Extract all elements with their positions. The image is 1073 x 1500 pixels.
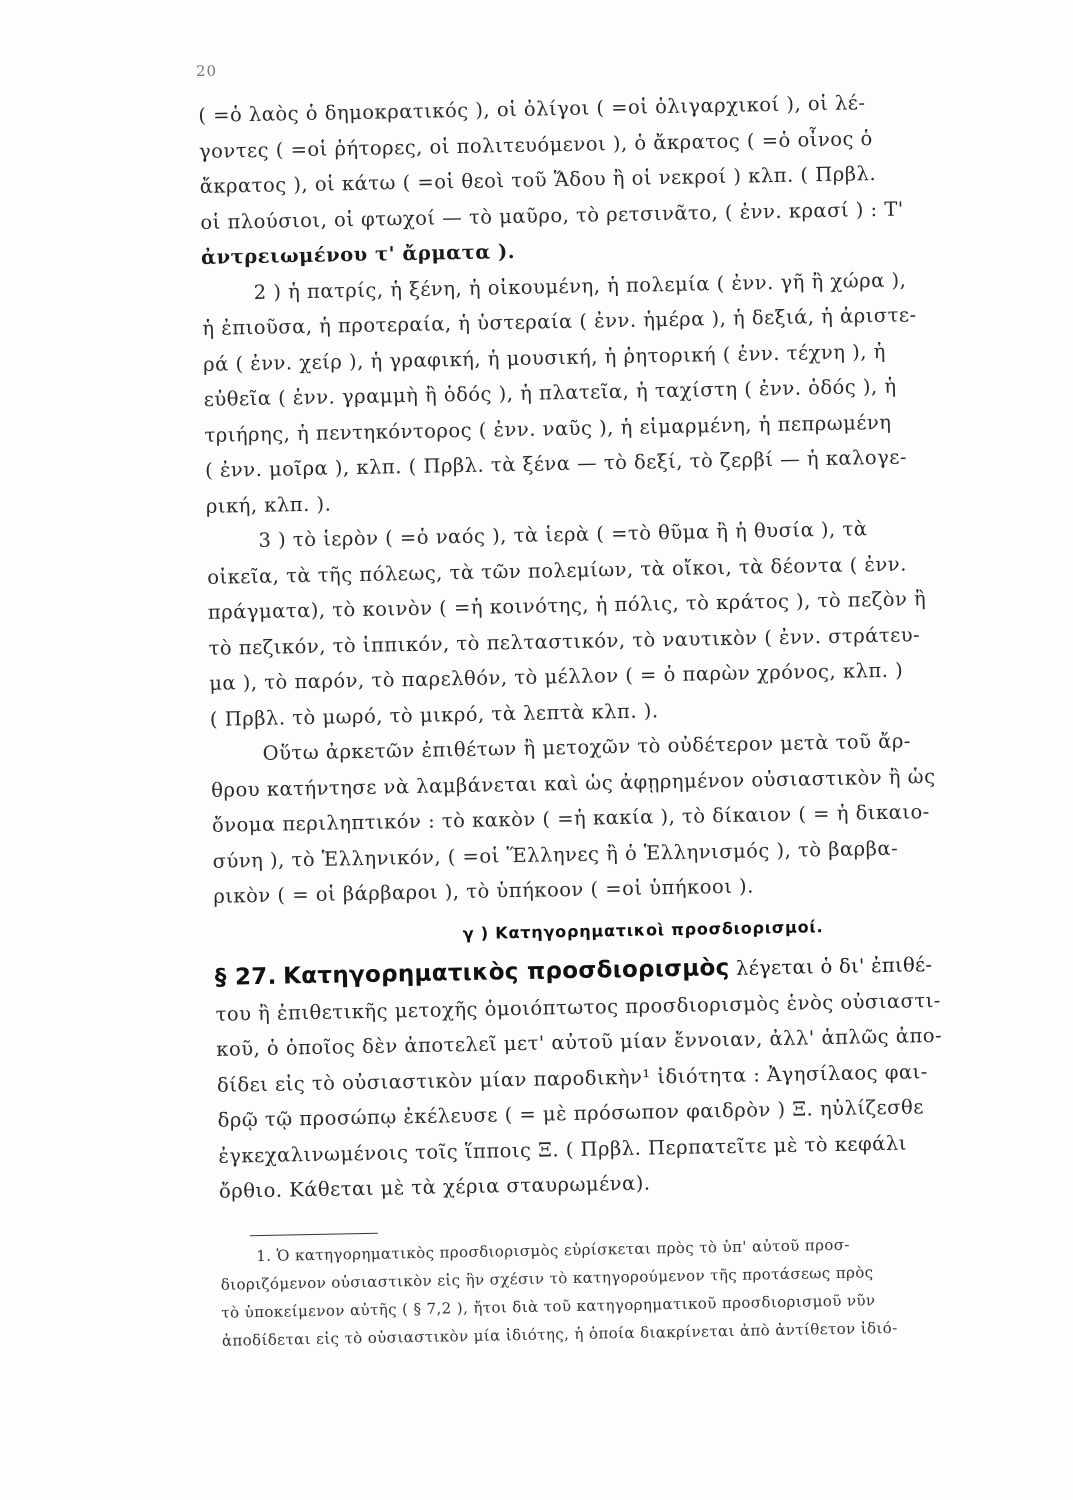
text-line: μα ), τὸ παρόν, τὸ παρελθόν, τὸ μέλλον ( = ὁ παρὼν χρόνος, κλπ. ) — [209, 658, 904, 695]
text-line: ὄνομα περιληπτικόν : τὸ κακὸν ( =ἡ κακία ), τὸ δίκαιον ( = ἡ δικαιο- — [211, 800, 931, 837]
text-line: ρική, κλπ. ). — [205, 492, 332, 518]
footnote-divider — [250, 1232, 378, 1235]
footnote-line: 1. Ὁ κατηγορηματικὸς προσδιορισμὸς εὑρίσκεται πρὸς τὸ ὑπ' αὐτοῦ προσ- — [256, 1235, 851, 1265]
text-line: ρικὸν ( = οἱ βάρβαροι ), τὸ ὑπήκοον ( =οἱ ὑπήκοοι ). — [213, 874, 755, 908]
text-line: ἄκρατος ), οἱ κάτω ( =οἱ θεοὶ τοῦ Ἅδου ἢ οἱ νεκροί ) κλπ. ( Πρβλ. — [199, 161, 877, 198]
text-line: ρά ( ἐνν. χείρ ), ἡ γραφική, ἡ μουσική, ἡ ῥητορική ( ἐνν. τέχνη ), ἡ — [202, 339, 886, 376]
text-line: πράγματα), τὸ κοινὸν ( =ἡ κοινότης, ἡ πόλις, τὸ κράτος ), τὸ πεζὸν ἢ — [207, 587, 927, 624]
text-line: οἰκεῖα, τὰ τῆς πόλεως, τὰ τῶν πολεμίων, τὰ οἴκοι, τὰ δέοντα ( ἐνν. — [206, 551, 907, 589]
text-line: ὄρθιο. Κάθεται μὲ τὰ χέρια σταυρωμένα). — [218, 1171, 651, 1203]
text-line: εὐθεῖα ( ἐνν. γραμμὴ ἢ ὁδός ), ἡ πλατεῖα, ἡ ταχίστη ( ἐνν. ὁδός ), ἡ — [203, 374, 897, 411]
text-line: θρου κατήντησε νὰ λαμβάνεται καὶ ὡς ἀφῃρημένον οὐσιαστικὸν ἢ ὡς — [211, 764, 936, 802]
page-body — [198, 82, 1044, 1354]
text-line: δρῷ τῷ προσώπῳ ἐκέλευσε ( = μὲ πρόσωπον φαιδρὸν ) Ξ. ηὐλίζεσθε — [217, 1095, 925, 1132]
text-line: τὸ πεζικόν, τὸ ἱππικόν, τὸ πελταστικόν, τὸ ναυτικὸν ( ἐνν. στράτευ- — [208, 622, 921, 660]
text-line: ἡ ἐπιοῦσα, ἡ προτεραία, ἡ ὑστεραία ( ἐνν. ἡμέρα ), ἡ δεξιά, ἡ ἀριστε- — [202, 303, 917, 340]
section-number: § 27. — [214, 963, 277, 991]
text-line: οἱ πλούσιοι, οἱ φτωχοί — τὸ μαῦρο, τὸ ρετσινᾶτο, ( ἐνν. κρασί ) : Τ' — [200, 196, 904, 234]
page-number: 20 — [196, 62, 218, 80]
footnote-line: τὸ ὑποκείμενον αὐτῆς ( § 7,2 ), ἤτοι διὰ τοῦ κατηγορηματικοῦ προσδιορισμοῦ νῦν — [221, 1290, 876, 1322]
text-line: κοῦ, ὁ ὁποῖος δὲν ἀποτελεῖ μετ' αὐτοῦ μίαν ἔννοιαν, ἀλλ' ἁπλῶς ἀπο- — [216, 1023, 943, 1061]
text-line: 2 ) ἡ πατρίς, ἡ ξένη, ἡ οἰκουμένη, ἡ πολεμία ( ἐνν. γῆ ἢ χώρα ), — [253, 267, 907, 304]
text-line: του ἢ ἐπιθετικῆς μετοχῆς ὁμοιόπτωτος προσδιορισμὸς ἑνὸς οὐσιαστι- — [215, 988, 942, 1026]
text-line: τριήρης, ἡ πεντηκόντορος ( ἐνν. ναῦς ), ἡ εἱμαρμένη, ἡ πεπρωμένη — [204, 410, 892, 447]
text-line: ἐγκεχαλινωμένοις τοῖς ἵπποις Ξ. ( Πρβλ. Περπατεῖτε μὲ τὸ κεφάλι — [218, 1131, 908, 1168]
text-line: σύνη ), τὸ Ἑλληνικόν, ( =οἱ Ἕλληνες ἢ ὁ Ἑλληνισμός ), τὸ βαρβα- — [212, 836, 899, 873]
footnote-line: διοριζόμενον οὐσιαστικὸν εἰς ἣν σχέσιν τὸ κατηγορούμενον τῆς προτάσεως πρὸς — [220, 1262, 874, 1294]
section-term: Κατηγορηματικὸς προσδιορισμὸς — [282, 954, 730, 990]
footnote-line: ἀποδίδεται εἰς τὸ οὐσιαστικὸν μία ἰδιότης, ἡ ὁποία διακρίνεται ἀπὸ ἀντίθετον ἰδιό- — [221, 1318, 898, 1350]
text-line: γοντες ( =οἱ ῥήτορες, οἱ πολιτευόμενοι ), ὁ ἄκρατος ( =ὁ οἶνος ὁ — [198, 126, 874, 163]
section-first-line-rest: λέγεται ὁ δι' ἐπιθέ- — [735, 952, 933, 980]
text-line: ἀντρειωμένου τ' ἄρματα ). — [200, 239, 516, 269]
text-line: ( =ὁ λαὸς ὁ δημοκρατικός ), οἱ ὀλίγοι ( =οἱ ὀλιγαρχικοί ), οἱ λέ- — [198, 91, 866, 127]
subheading: γ ) Κατηγορηματικοὶ προσδιορισμοί. — [462, 916, 824, 943]
text-line: ( Πρβλ. τὸ μωρό, τὸ μικρό, τὰ λεπτὰ κλπ. ). — [209, 698, 659, 731]
text-line: Οὕτω ἀρκετῶν ἐπιθέτων ἢ μετοχῶν τὸ οὐδέτερον μετὰ τοῦ ἄρ- — [262, 729, 912, 765]
text-line: 3 ) τὸ ἱερὸν ( =ὁ ναός ), τὰ ἱερὰ ( =τὸ θῦμα ἢ ἡ θυσία ), τὰ — [258, 517, 868, 552]
text-line: ( ἐνν. μοῖρα ), κλπ. ( Πρβλ. τὰ ξένα — τὸ δεξί, τὸ ζερβί — ἡ καλογε- — [204, 445, 908, 482]
text-line: δίδει εἰς τὸ οὐσιαστικὸν μίαν παροδικὴν¹ ἰδιότητα : Ἀγησίλαος φαι- — [216, 1059, 928, 1097]
